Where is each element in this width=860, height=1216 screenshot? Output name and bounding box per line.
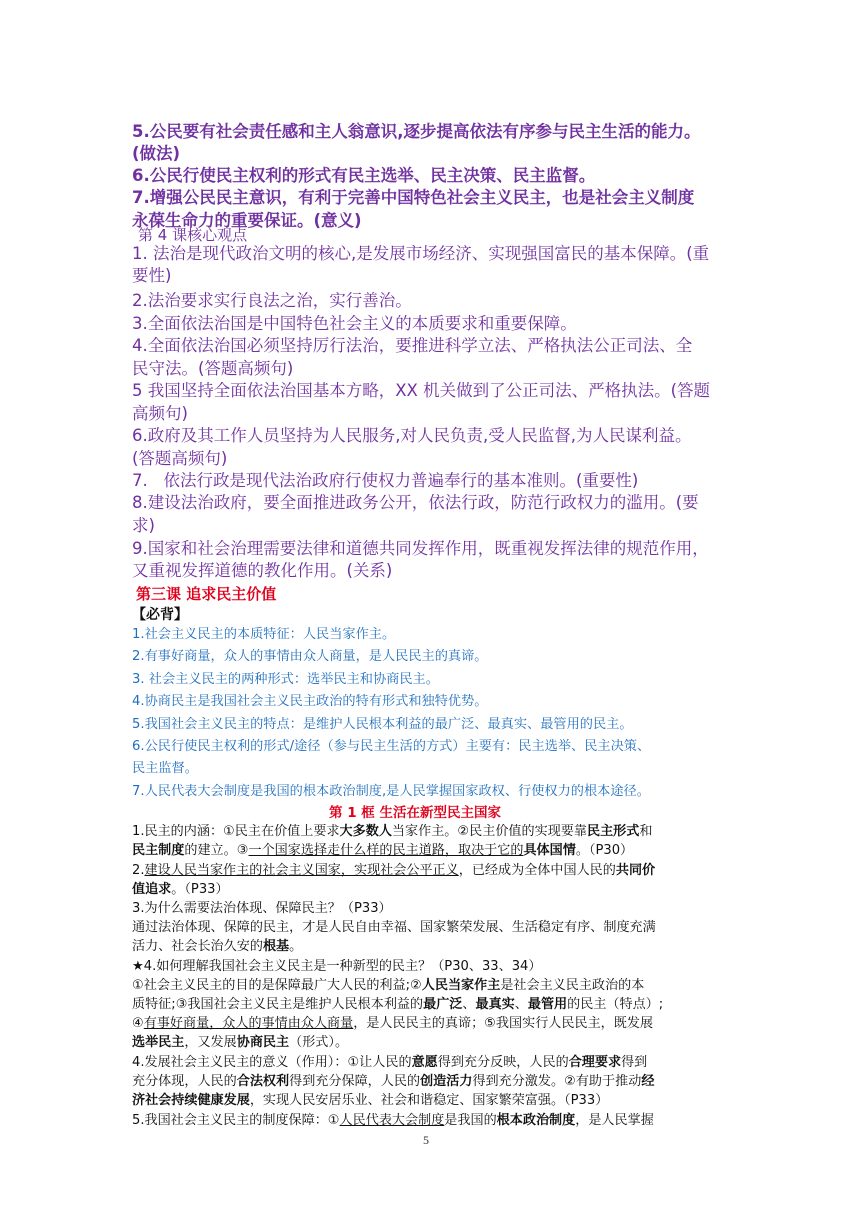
detail-line: 通过法治体现、保障的民主，才是人民自由幸福、国家繁荣发展、生活稳定有序、制度充满	[132, 920, 656, 935]
detail-line: 民主制度的建立。③一个国家选择走什么样的民主道路，取决于它的具体国情。（P30）	[132, 843, 634, 858]
must-recite-item: 6.公民行使民主权利的形式/途径（参与民主生活的方式）主要有：民主选举、民主决策、	[132, 739, 651, 754]
must-recite-item: 2.有事好商量，众人的事情由众人商量，是人民民主的真谛。	[132, 649, 488, 664]
lesson4-line: 4.全面依法治国必须坚持厉行法治，要推进科学立法、严格执法公正司法、全	[132, 336, 693, 355]
detail-line: ①社会主义民主的目的是保障最广大人民的利益;②人民当家作主是社会主义民主政治的本	[132, 978, 645, 993]
must-recite-label: 【必背】	[132, 607, 188, 623]
core-point-7: 7.增强公民民主意识，有利于完善中国特色社会主义民主，也是社会主义制度	[132, 188, 695, 207]
detail-line: ★4.如何理解我国社会主义民主是一种新型的民主？（P30、33、34）	[132, 959, 542, 974]
lesson4-line: 3.全面依法治国是中国特色社会主义的本质要求和重要保障。	[132, 314, 577, 333]
must-recite-item: 民主监督。	[132, 761, 198, 776]
detail-line: 5.我国社会主义民主的制度保障：①人民代表大会制度是我国的根本政治制度，是人民掌握	[132, 1113, 654, 1128]
lesson4-line: (答题高频句)	[132, 449, 228, 468]
lesson4-title: 第 4 课核心观点	[138, 226, 248, 244]
core-point-5-note: (做法)	[132, 144, 181, 163]
detail-line: 4.发展社会主义民主的意义（作用）：①让人民的意愿得到充分反映，人民的合理要求得到	[132, 1055, 648, 1070]
lesson4-line: 要性)	[132, 266, 172, 285]
lesson4-line: 民守法。(答题高频句)	[132, 359, 294, 378]
detail-line: 充分体现，人民的合法权利得到充分保障，人民的创造活力得到充分激发。②有助于推动经	[132, 1074, 655, 1089]
lesson4-line: 5 我国坚持全面依法治国基本方略，XX 机关做到了公正司法、严格执法。(答题	[132, 381, 711, 400]
detail-line: 选举民主，又发展协商民主（形式）。	[132, 1035, 349, 1050]
detail-line: 2.建设人民当家作主的社会主义国家，实现社会公平正义，已经成为全体中国人民的共同价	[132, 863, 656, 878]
lesson4-line: 8.建设法治政府，要全面推进政务公开，依法行政，防范行政权力的滥用。(要	[132, 493, 699, 512]
detail-line: 活力、社会长治久安的根基。	[132, 939, 303, 954]
detail-line: 质特征;③我国社会主义民主是维护人民根本利益的最广泛、最真实、最管用的民主（特点）;	[132, 997, 664, 1012]
core-point-7-cont: 永葆生命力的重要保证。(意义)	[132, 211, 362, 230]
must-recite-item: 7.人民代表大会制度是我国的根本政治制度,是人民掌握国家政权、行使权力的根本途径。	[132, 784, 650, 799]
page-number: 5	[423, 1133, 429, 1147]
lesson4-line: 求)	[132, 516, 155, 535]
core-point-5: 5.公民要有社会责任感和主人翁意识,逐步提高依法有序参与民主生活的能力。	[132, 122, 701, 141]
lesson4-line: 7. 依法行政是现代法治政府行使权力普遍奉行的基本准则。(重要性)	[132, 471, 639, 490]
lesson4-line: 9.国家和社会治理需要法律和道德共同发挥作用，既重视发挥法律的规范作用，	[132, 539, 709, 558]
detail-line: 济社会持续健康发展，实现人民安居乐业、社会和谐稳定、国家繁荣富强。（P33）	[132, 1093, 609, 1108]
lesson4-line: 高频句)	[132, 404, 188, 423]
detail-line: 值追求。（P33）	[132, 882, 229, 897]
frame1-title: 第 1 框 生活在新型民主国家	[329, 805, 501, 821]
lesson4-line: 6.政府及其工作人员坚持为人民服务,对人民负责,受人民监督,为人民谋利益。	[132, 426, 692, 445]
lesson3-heading: 第三课 追求民主价值	[136, 585, 277, 603]
detail-line: 1.民主的内涵：①民主在价值上要求大多数人当家作主。②民主价值的实现要靠民主形式和	[132, 824, 653, 839]
must-recite-item: 5.我国社会主义民主的特点：是维护人民根本利益的最广泛、最真实、最管用的民主。	[132, 717, 633, 732]
must-recite-item: 4.协商民主是我国社会主义民主政治的特有形式和独特优势。	[132, 694, 488, 709]
must-recite-item: 1.社会主义民主的本质特征：人民当家作主。	[132, 627, 396, 642]
detail-line: 3.为什么需要法治体现、保障民主？（P33）	[132, 901, 392, 916]
must-recite-item: 3. 社会主义民主的两种形式：选举民主和协商民主。	[132, 672, 439, 687]
lesson4-line: 1. 法治是现代政治文明的核心,是发展市场经济、实现强国富民的基本保障。(重	[132, 244, 710, 263]
lesson4-line: 又重视发挥道德的教化作用。(关系)	[132, 561, 393, 580]
core-point-6: 6.公民行使民主权利的形式有民主选举、民主决策、民主监督。	[132, 166, 596, 185]
detail-line: ④有事好商量，众人的事情由众人商量，是人民民主的真谛；⑤我国实行人民民主，既发展	[132, 1016, 654, 1031]
lesson4-line: 2.法治要求实行良法之治，实行善治。	[132, 291, 412, 310]
